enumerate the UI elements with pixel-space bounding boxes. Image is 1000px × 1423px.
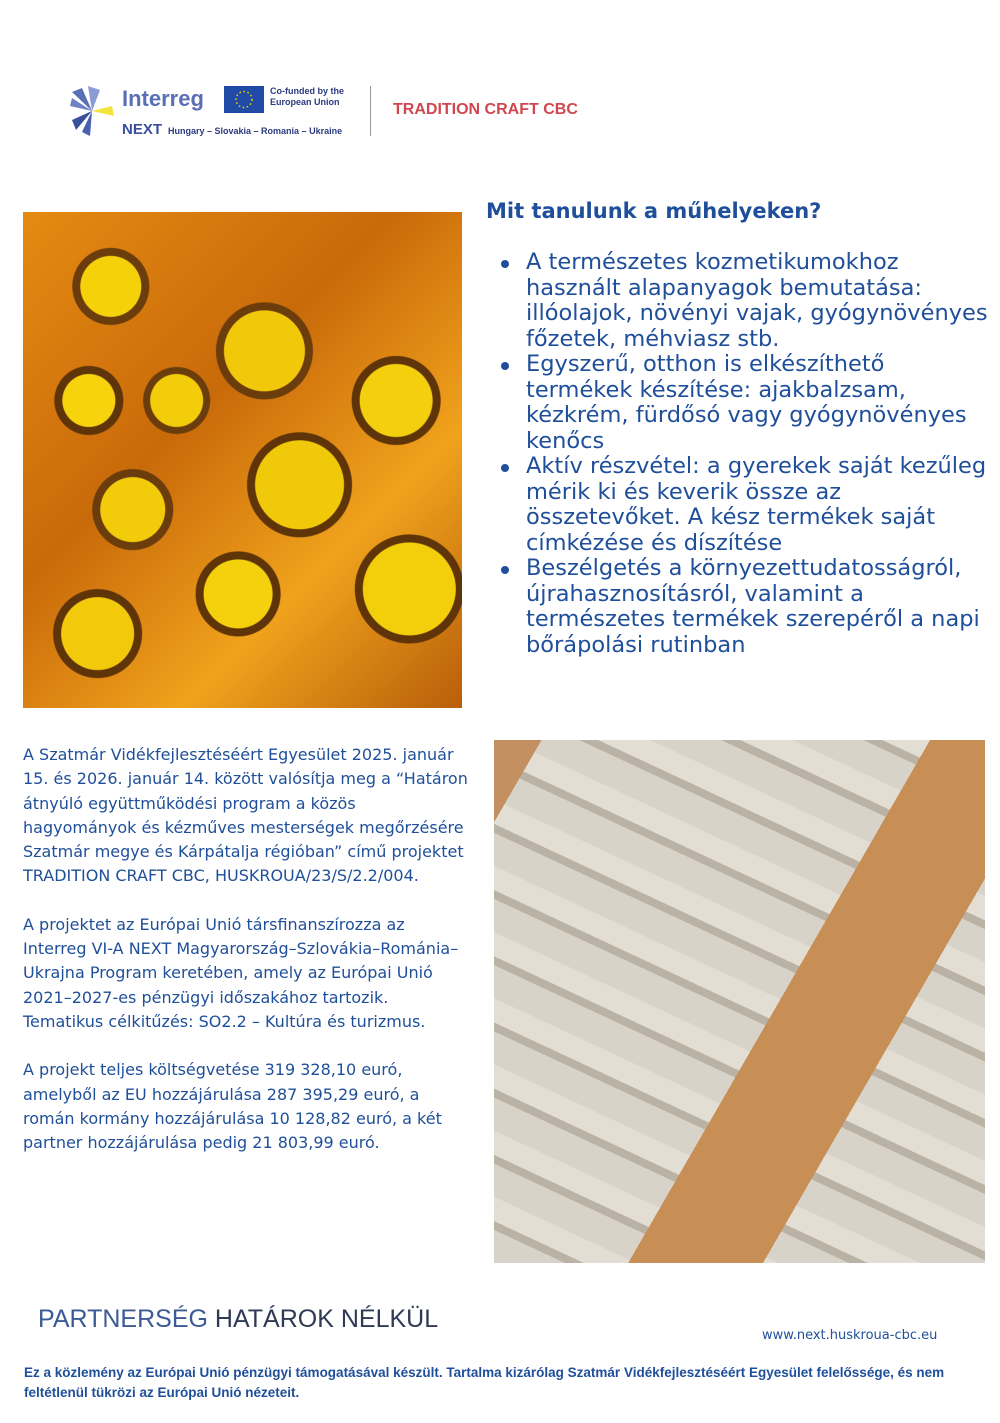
cofunded-label: Co-funded by the European Union — [270, 86, 344, 107]
bullet-item: Beszélgetés a környezettudatosságról, újrahasznosításról, valamint a természetes termékek szerepéről a napi bőrápolási rutinban — [526, 556, 996, 658]
interreg-flower-logo-icon — [68, 84, 116, 138]
bullet-item: A természetes kozmetikumokhoz használt alapanyagok bemutatása: illóolajok, növényi vajak, gyógynövényes főzetek, méhviasz stb. — [526, 250, 996, 352]
next-logo-text — [122, 121, 342, 138]
slogan-part-b: HATÁROK NÉLKÜL — [214, 1305, 439, 1333]
slogan — [38, 1305, 438, 1334]
soap-mold-photo — [494, 740, 985, 1263]
interreg-logo-text: Interreg — [122, 86, 204, 111]
disclaimer: Ez a közlemény az Európai Unió pénzügyi támogatásával készült. Tartalma kizárólag Szatmár Vidékfejlesztéséért Egyesület felelőssége, és nem feltétlenül tükrözi az Európai Unió nézeteit. — [24, 1365, 945, 1400]
info-paragraph: A projektet az Európai Unió társfinanszírozza az Interreg VI-A NEXT Magyarország–Szlovákia–Románia–Ukrajna Program keretében, amely az Európai Unió 2021–2027-es pénzügyi időszakához tartozik. Tematikus célkitűzés: SO2.2 – Kultúra és turizmus. — [23, 914, 459, 1031]
project-info — [23, 743, 473, 1179]
bullet-item: Aktív részvétel: a gyerekek saját kezűleg mérik ki és keverik össze az összetevőket. A kész termékek saját címkézése és díszítése — [526, 454, 996, 556]
beeswax-jars-photo — [23, 212, 462, 708]
info-paragraph: A Szatmár Vidékfejlesztéséért Egyesület 2025. január 15. és 2026. január 14. között valósítja meg a “Határon átnyúló együttműködési program a közös hagyományok és kézműves mesterségek megőrzésére Szatmár megye és Kárpátalja régióban” című projektet TRADITION CRAFT CBC, HUSKROUA/23/S/2.2/004. — [23, 745, 468, 886]
project-name: TRADITION CRAFT CBC — [393, 101, 578, 118]
bullet-item: Egyszerű, otthon is elkészíthető termékek készítése: ajakbalzsam, kézkrém, fürdősó vagy gyógynövényes kenőcs — [526, 352, 996, 454]
eu-flag-icon — [224, 86, 264, 113]
website-link[interactable]: www.next.huskroua-cbc.eu — [762, 1328, 938, 1343]
header-divider — [370, 86, 371, 136]
slogan-part-a: PARTNERSÉG — [38, 1305, 208, 1333]
workshop-title: Mit tanulunk a műhelyeken? — [486, 199, 822, 223]
countries-label: Hungary – Slovakia – Romania – Ukraine — [168, 126, 343, 136]
info-paragraph: A projekt teljes költségvetése 319 328,10 euró, amelyből az EU hozzájárulása 287 395,29 euró, a román kormány hozzájárulása 10 128,82 euró, a két partner hozzájárulása pedig 21 803,99 euró. — [23, 1060, 442, 1153]
workshop-bullet-list — [497, 250, 996, 658]
next-label: NEXT — [122, 121, 163, 138]
